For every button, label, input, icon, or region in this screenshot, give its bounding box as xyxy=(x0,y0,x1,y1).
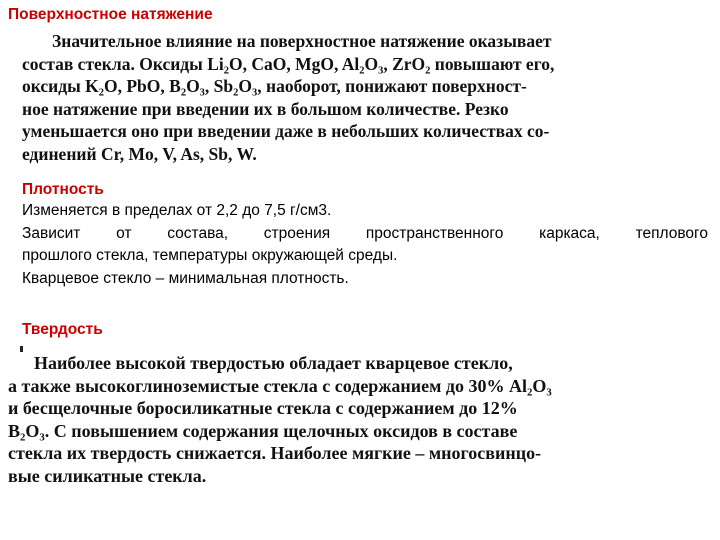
scan-line: B₂O₃. С повышением содержания щелочных оксидов в составе xyxy=(8,420,518,441)
scan-line: ное натяжение при введении их в большом количестве. Резко xyxy=(22,98,509,119)
scan-line: состав стекла. Оксиды Li₂O, CaO, MgO, Al₂O₃, ZrO₂ повышают его, xyxy=(22,53,555,74)
scan-line: Наиболее высокой твердостью обладает кварцевое стекло, xyxy=(34,353,513,373)
scan-line: оксиды K₂O, PbO, B₂O₃, Sb₂O₃, наоборот, понижают поверхност- xyxy=(22,76,527,96)
density-heading: Плотность xyxy=(22,181,104,198)
density-line: Изменяется в пределах от 2,2 до 7,5 г/см3. xyxy=(22,202,332,219)
density-line: Зависит от состава, строения пространственного каркаса, теплового xyxy=(22,224,708,242)
surface-tension-scan-text xyxy=(22,30,554,165)
density-text xyxy=(22,200,708,290)
surface-tension-heading: Поверхностное натяжение xyxy=(8,6,213,23)
scan-line: и бесщелочные боросиликатные стекла с содержанием до 12% xyxy=(8,398,518,418)
scan-line: вые силикатные стекла. xyxy=(8,465,207,486)
scan-line: единений Cr, Mo, V, As, Sb, W. xyxy=(22,143,257,164)
scan-line: стекла их твердость снижается. Наиболее мягкие – многосвинцо- xyxy=(8,443,542,463)
scan-line: уменьшается оно при введении даже в небольших количествах со- xyxy=(22,121,550,141)
scan-line: а также высокоглиноземистые стекла с содержанием до 30% Al₂O₃ xyxy=(8,375,552,396)
hardness-scan-text xyxy=(8,352,552,487)
density-line: Кварцевое стекло – минимальная плотность. xyxy=(22,269,349,287)
scan-line: Значительное влияние на поверхностное натяжение оказывает xyxy=(52,31,552,51)
density-line: прошлого стекла, температуры окружающей среды. xyxy=(22,247,398,264)
hardness-heading: Твердость xyxy=(22,321,103,338)
